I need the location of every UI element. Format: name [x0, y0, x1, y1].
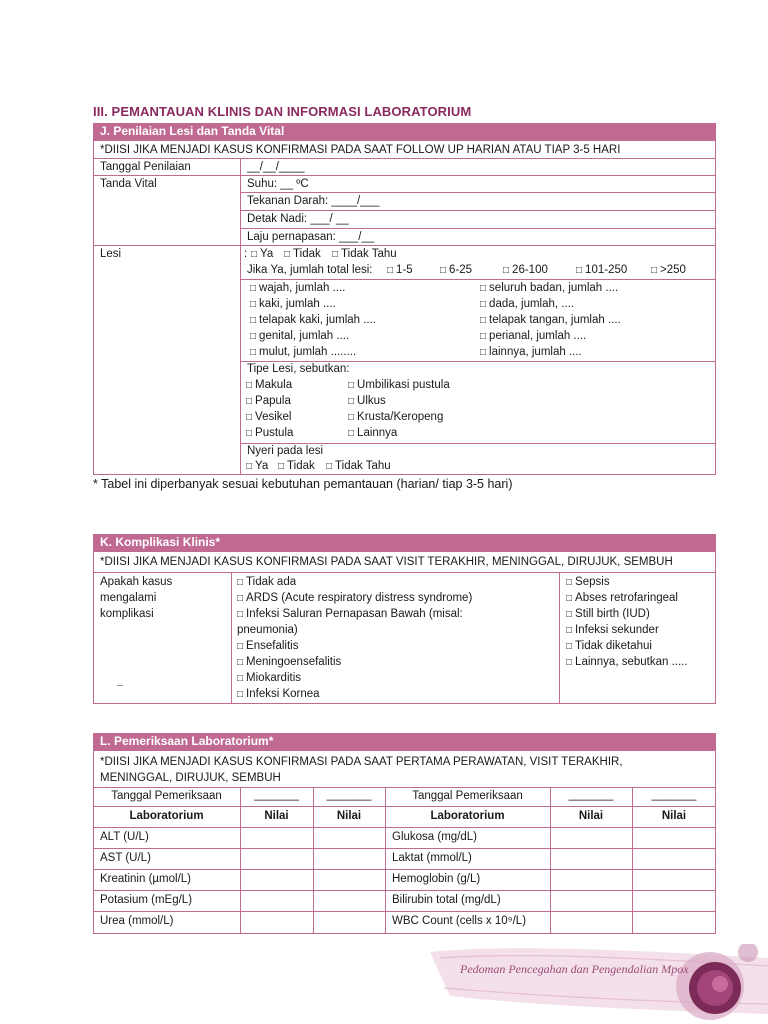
lab-test-name: ALT (U/L) — [100, 831, 149, 843]
lokasi-left-item[interactable]: □ mulut, jumlah ........ — [250, 345, 356, 360]
lesi-option-tidak-tahu[interactable]: □ Tidak Tahu — [332, 247, 397, 262]
col-nilai: Nilai — [578, 810, 604, 822]
komplikasi-option[interactable]: □ Infeksi Kornea — [237, 687, 320, 702]
tanggal-pemeriksaan-label: Tanggal Pemeriksaan — [412, 790, 523, 802]
lab-test-name: Urea (mmol/L) — [100, 915, 174, 927]
footer-text: Pedoman Pencegahan dan Pengendalian Mpox — [460, 962, 689, 976]
lokasi-right-item[interactable]: □ lainnya, jumlah .... — [480, 345, 582, 360]
tanggal-penilaian-field[interactable]: __/__/____ — [247, 161, 305, 173]
lokasi-left-item[interactable]: □ kaki, jumlah .... — [250, 297, 336, 312]
komplikasi-option[interactable]: □ Sepsis — [566, 575, 610, 590]
tekanan-darah-field[interactable]: Tekanan Darah: ____/___ — [247, 195, 380, 207]
tipe-lesi-label: Tipe Lesi, sebutkan: — [247, 363, 350, 375]
lab-test-name: WBC Count (cells x 10⁹/L) — [392, 915, 527, 927]
tipe-lesi-option[interactable]: □ Umbilikasi pustula — [348, 378, 450, 393]
tanggal-penilaian-label: Tanggal Penilaian — [100, 161, 191, 173]
tipe-lesi-option[interactable]: □ Makula — [246, 378, 292, 393]
tipe-lesi-option[interactable]: □ Lainnya — [348, 426, 397, 441]
tipe-lesi-option[interactable]: □ Krusta/Keropeng — [348, 410, 443, 425]
komplikasi-option[interactable]: □ Abses retrofaringeal — [566, 591, 678, 606]
section-l-instruction: MENINGGAL, DIRUJUK, SEMBUH — [100, 772, 281, 784]
col-nilai: Nilai — [661, 810, 687, 822]
col-nilai: Nilai — [264, 810, 289, 822]
section-j-instruction: *DIISI JIKA MENJADI KASUS KONFIRMASI PADA SAAT FOLLOW UP HARIAN ATAU TIAP 3-5 HARI — [100, 144, 621, 156]
nyeri-option-tidak[interactable]: □ Tidak — [278, 459, 315, 474]
section-j-header: J. Penilaian Lesi dan Tanda Vital — [93, 123, 716, 140]
lab-test-name: Laktat (mmol/L) — [392, 852, 472, 864]
komplikasi-option[interactable]: □ Tidak diketahui — [566, 639, 652, 654]
lab-test-name: Kreatinin (µmol/L) — [100, 873, 191, 885]
lab-test-name: Potasium (mEg/L) — [100, 894, 193, 906]
lokasi-left-item[interactable]: □ wajah, jumlah .... — [250, 281, 345, 296]
col-nilai: Nilai — [336, 810, 362, 822]
tipe-lesi-option[interactable]: □ Ulkus — [348, 394, 386, 409]
tanggal-field[interactable]: _______ — [568, 789, 614, 801]
lokasi-right-item[interactable]: □ telapak tangan, jumlah .... — [480, 313, 621, 328]
tanggal-field[interactable]: _______ — [254, 789, 299, 801]
komplikasi-option[interactable]: □ Infeksi sekunder — [566, 623, 659, 638]
jumlah-option-4[interactable]: □ 101-250 — [576, 263, 627, 278]
jumlah-option-1[interactable]: □ 1-5 — [387, 263, 413, 278]
nyeri-option-ya[interactable]: □ Ya — [246, 459, 268, 474]
lokasi-left-item[interactable]: □ telapak kaki, jumlah .... — [250, 313, 376, 328]
tipe-lesi-option[interactable]: □ Vesikel — [246, 410, 291, 425]
nyeri-option-tidak-tahu[interactable]: □ Tidak Tahu — [326, 459, 391, 474]
komplikasi-option[interactable]: □ ARDS (Acute respiratory distress syndrome) — [237, 591, 472, 606]
detak-nadi-field[interactable]: Detak Nadi: ___/ __ — [247, 213, 349, 225]
komplikasi-option[interactable]: □ Lainnya, sebutkan ..... — [566, 655, 688, 670]
tipe-lesi-option[interactable]: □ Pustula — [246, 426, 293, 441]
lesi-option-ya[interactable]: □ Ya — [251, 247, 273, 262]
footer-decoration — [430, 944, 768, 1024]
lab-test-name: Glukosa (mg/dL) — [392, 831, 478, 843]
komplikasi-option[interactable]: □ Still birth (IUD) — [566, 607, 650, 622]
jumlah-option-2[interactable]: □ 6-25 — [440, 263, 472, 278]
komplikasi-question: Apakah kasus — [100, 576, 173, 588]
komplikasi-option[interactable]: □ Ensefalitis — [237, 639, 298, 654]
suhu-field[interactable]: Suhu: __ ºC — [247, 178, 309, 190]
table-note: * Tabel ini diperbanyak sesuai kebutuhan pemantauan (harian/ tiap 3-5 hari) — [93, 477, 513, 491]
col-laboratorium: Laboratorium — [129, 810, 204, 822]
lokasi-left-item[interactable]: □ genital, jumlah .... — [250, 329, 349, 344]
section-l-header: L. Pemeriksaan Laboratorium* — [93, 733, 716, 750]
komplikasi-question: komplikasi — [100, 608, 154, 620]
section-k-header: K. Komplikasi Klinis* — [93, 534, 716, 551]
lokasi-right-item[interactable]: □ perianal, jumlah .... — [480, 329, 586, 344]
lokasi-right-item[interactable]: □ seluruh badan, jumlah .... — [480, 281, 618, 296]
lab-test-name: AST (U/L) — [100, 852, 151, 864]
tipe-lesi-option[interactable]: □ Papula — [246, 394, 291, 409]
lesi-option-tidak[interactable]: □ Tidak — [284, 247, 321, 262]
lokasi-right-item[interactable]: □ dada, jumlah, .... — [480, 297, 574, 312]
tanggal-field[interactable]: _______ — [651, 789, 697, 801]
lesi-colon: : — [244, 248, 248, 260]
komplikasi-option[interactable]: □ Tidak ada — [237, 575, 296, 590]
komplikasi-option[interactable]: □ Miokarditis — [237, 671, 301, 686]
tanggal-field[interactable]: _______ — [326, 789, 372, 801]
komplikasi-question: mengalami — [100, 592, 157, 604]
lab-test-name: Hemoglobin (g/L) — [392, 873, 481, 885]
tanda-vital-label: Tanda Vital — [100, 178, 157, 190]
col-laboratorium: Laboratorium — [430, 810, 505, 822]
jumlah-option-5[interactable]: □ >250 — [651, 263, 686, 278]
tanggal-pemeriksaan-label: Tanggal Pemeriksaan — [111, 790, 222, 802]
komplikasi-option-continuation: pneumonia) — [237, 624, 298, 636]
komplikasi-option[interactable]: □ Meningoensefalitis — [237, 655, 341, 670]
lesi-label: Lesi — [100, 248, 122, 260]
jumlah-option-3[interactable]: □ 26-100 — [503, 263, 548, 278]
small-dash — [117, 685, 123, 686]
section-l-instruction: *DIISI JIKA MENJADI KASUS KONFIRMASI PADA SAAT PERTAMA PERAWATAN, VISIT TERAKHIR, — [100, 756, 623, 768]
section-k-instruction: *DIISI JIKA MENJADI KASUS KONFIRMASI PADA SAAT VISIT TERAKHIR, MENINGGAL, DIRUJUK, SEMBUH — [100, 556, 673, 568]
komplikasi-option[interactable]: □ Infeksi Saluran Pernapasan Bawah (misal: — [237, 607, 463, 622]
lab-test-name: Bilirubin total (mg/dL) — [392, 894, 501, 906]
section-title: III. PEMANTAUAN KLINIS DAN INFORMASI LABORATORIUM — [93, 104, 472, 119]
laju-pernapasan-field[interactable]: Laju pernapasan: ___/__ — [247, 231, 375, 243]
nyeri-lesi-label: Nyeri pada lesi — [247, 445, 324, 457]
jumlah-lesi-label: Jika Ya, jumlah total lesi: — [247, 264, 373, 276]
